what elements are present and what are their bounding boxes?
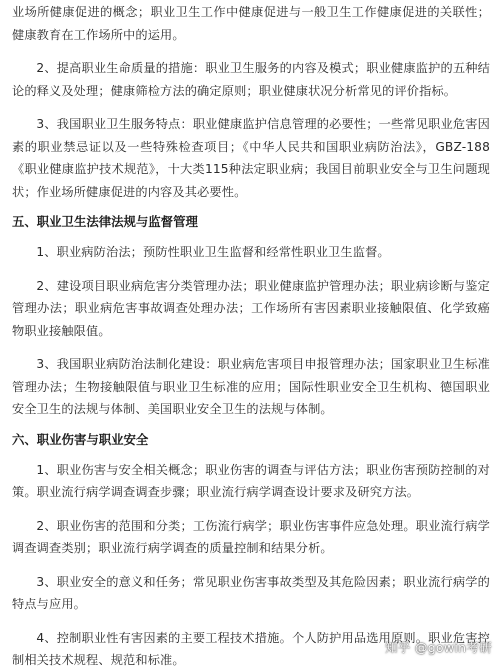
- paragraph-service-features: 3、我国职业卫生服务特点：职业健康监护信息管理的必要性；一些常见职业危害因素的职业禁忌证以及一些特殊检查项目；《中华人民共和国职业病防治法》，GBZ-188《职业健康监护技术规范》，十大类115种法定职业病；我国目前职业安全与卫生问题现状；作业场所健康促进的内容及其必要性。: [12, 117, 490, 199]
- paragraph-5-1: 1、职业病防治法；预防性职业卫生监督和经常性职业卫生监督。: [36, 245, 390, 259]
- zhihu-watermark: 知乎 @gowin考研: [385, 640, 492, 655]
- paragraph-6-1: 1、职业伤害与安全相关概念；职业伤害的调查与评估方法；职业伤害预防控制的对策。职业流行病学调查调查步骤；职业流行病学调查设计要求及研究方法。: [12, 462, 490, 499]
- paragraph-5-3: 3、我国职业病防治法制化建设：职业病危害项目申报管理办法；国家职业卫生标准管理办法；生物接触限值与职业卫生标准的应用；国际性职业安全卫生机构、德国职业安全卫生的法规与体制、美国职业安全卫生的法规与体制。: [12, 357, 490, 416]
- paragraph-5-2: 2、建设项目职业病危害分类管理办法；职业健康监护管理办法；职业病诊断与鉴定管理办法；职业病危害事故调查处理办法；工作场所有害因素职业接触限值、化学致癌物职业接触限值。: [12, 278, 490, 338]
- paragraph-life-quality-measures: 2、提高职业生命质量的措施：职业卫生服务的内容及模式；职业健康监护的五种结论的释义及处理；健康筛检方法的确定原则；职业健康状况分析常见的评价指标。: [12, 61, 490, 98]
- section-heading-5: 五、职业卫生法律法规与监督管理: [12, 214, 198, 229]
- paragraph-6-3: 3、职业安全的意义和任务；常见职业伤害事故类型及其危险因素；职业流行病学的特点与应用。: [12, 574, 490, 611]
- paragraph-6-2: 2、职业伤害的范围和分类；工伤流行病学；职业伤害事件应急处理。职业流行病学调查调查类别；职业流行病学调查的质量控制和结果分析。: [12, 518, 490, 555]
- paragraph-6-4: 4、控制职业性有害因素的主要工程技术措施。个人防护用品选用原则。职业危害控制相关技术规程、规范和标准。: [12, 630, 490, 667]
- paragraph-health-promotion: 业场所健康促进的概念；职业卫生工作中健康促进与一般卫生工作健康促进的关联性；健康教育在工作场所中的运用。: [12, 5, 490, 42]
- section-heading-6: 六、职业伤害与职业安全: [12, 431, 149, 447]
